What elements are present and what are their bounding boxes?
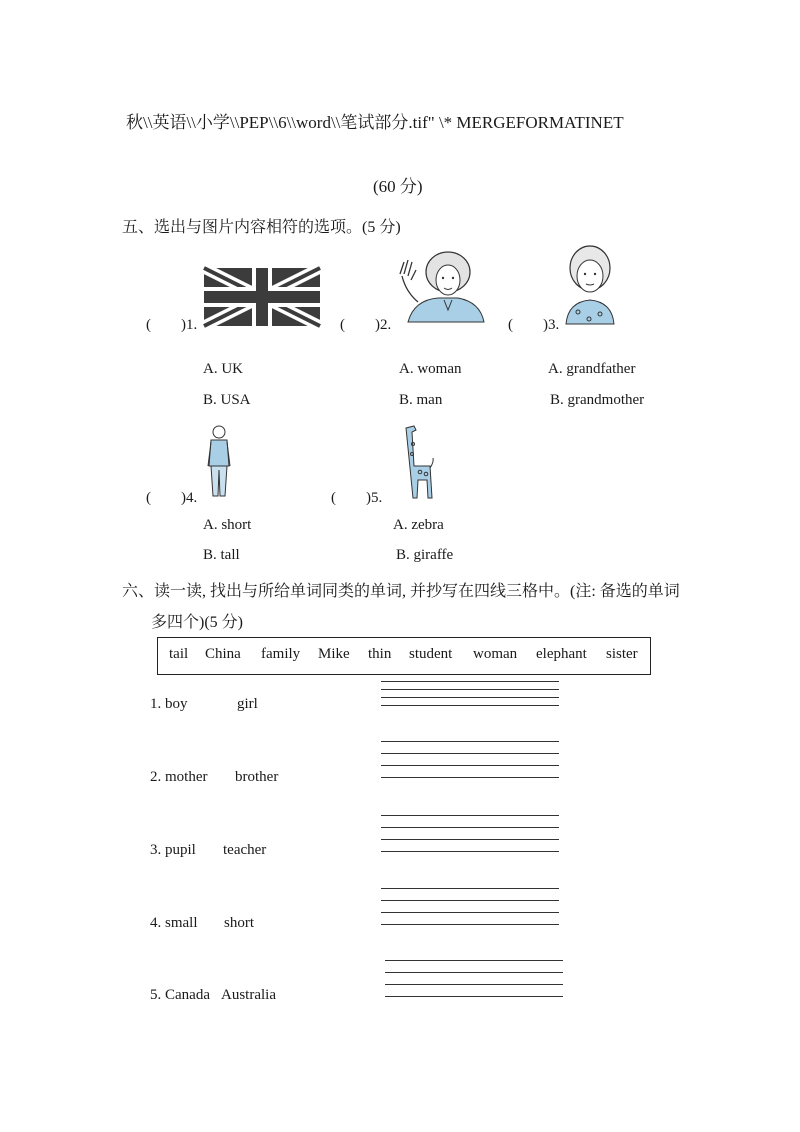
q3-option-a: A. grandfather <box>548 361 636 377</box>
q1-option-a: A. UK <box>203 361 243 377</box>
word-bank-item: elephant <box>536 646 587 662</box>
word-bank-item: thin <box>368 646 392 662</box>
item-1-word2: girl <box>237 696 258 712</box>
q4-option-b: B. tall <box>203 547 240 563</box>
question-5-label: ( )5. <box>331 490 383 506</box>
section6-title-line1: 六、读一读, 找出与所给单词同类的单词, 并抄写在四线三格中。(注: 备选的单词 <box>122 583 680 600</box>
item-3-word1: 3. pupil <box>150 842 196 858</box>
question-2-label: ( )2. <box>340 317 392 333</box>
q4-option-a: A. short <box>203 517 252 533</box>
item-2-word2: brother <box>235 769 279 785</box>
item-2-word1: 2. mother <box>150 769 208 785</box>
item-5-word1: 5. Canada <box>150 987 210 1003</box>
section6-title-line2: 多四个)(5 分) <box>151 614 243 631</box>
uk-flag-icon <box>204 268 320 326</box>
word-bank-item: tail <box>169 646 189 662</box>
item-4-word1: 4. small <box>150 915 198 931</box>
q2-option-a: A. woman <box>399 361 462 377</box>
word-bank-item: Mike <box>318 646 350 662</box>
word-bank-item: China <box>205 646 241 662</box>
word-bank-box <box>157 637 651 675</box>
word-bank-item: sister <box>606 646 638 662</box>
tall-man-icon <box>205 424 233 500</box>
grandmother-icon <box>562 244 618 326</box>
question-3-label: ( )3. <box>508 317 560 333</box>
giraffe-icon <box>400 422 436 500</box>
q3-option-b: B. grandmother <box>550 392 645 408</box>
score-label: (60 分) <box>373 177 423 196</box>
item-4-word2: short <box>224 915 254 931</box>
section5-title: 五、选出与图片内容相符的选项。(5 分) <box>122 219 401 236</box>
word-bank-item: family <box>261 646 301 662</box>
q1-option-b: B. USA <box>203 392 251 408</box>
word-bank-item: student <box>409 646 453 662</box>
woman-waving-icon <box>398 248 488 326</box>
item-3-word2: teacher <box>223 842 267 858</box>
q5-option-a: A. zebra <box>393 517 444 533</box>
header-line: 秋\\英语\\小学\\PEP\\6\\word\\笔试部分.tif" \* MERGEFORMATINET <box>126 113 624 132</box>
word-bank-item: woman <box>473 646 518 662</box>
question-1-label: ( )1. <box>146 317 198 333</box>
item-1-word1: 1. boy <box>150 696 188 712</box>
item-5-word2: Australia <box>221 987 276 1003</box>
q5-option-b: B. giraffe <box>396 547 454 563</box>
q2-option-b: B. man <box>399 392 443 408</box>
question-4-label: ( )4. <box>146 490 198 506</box>
